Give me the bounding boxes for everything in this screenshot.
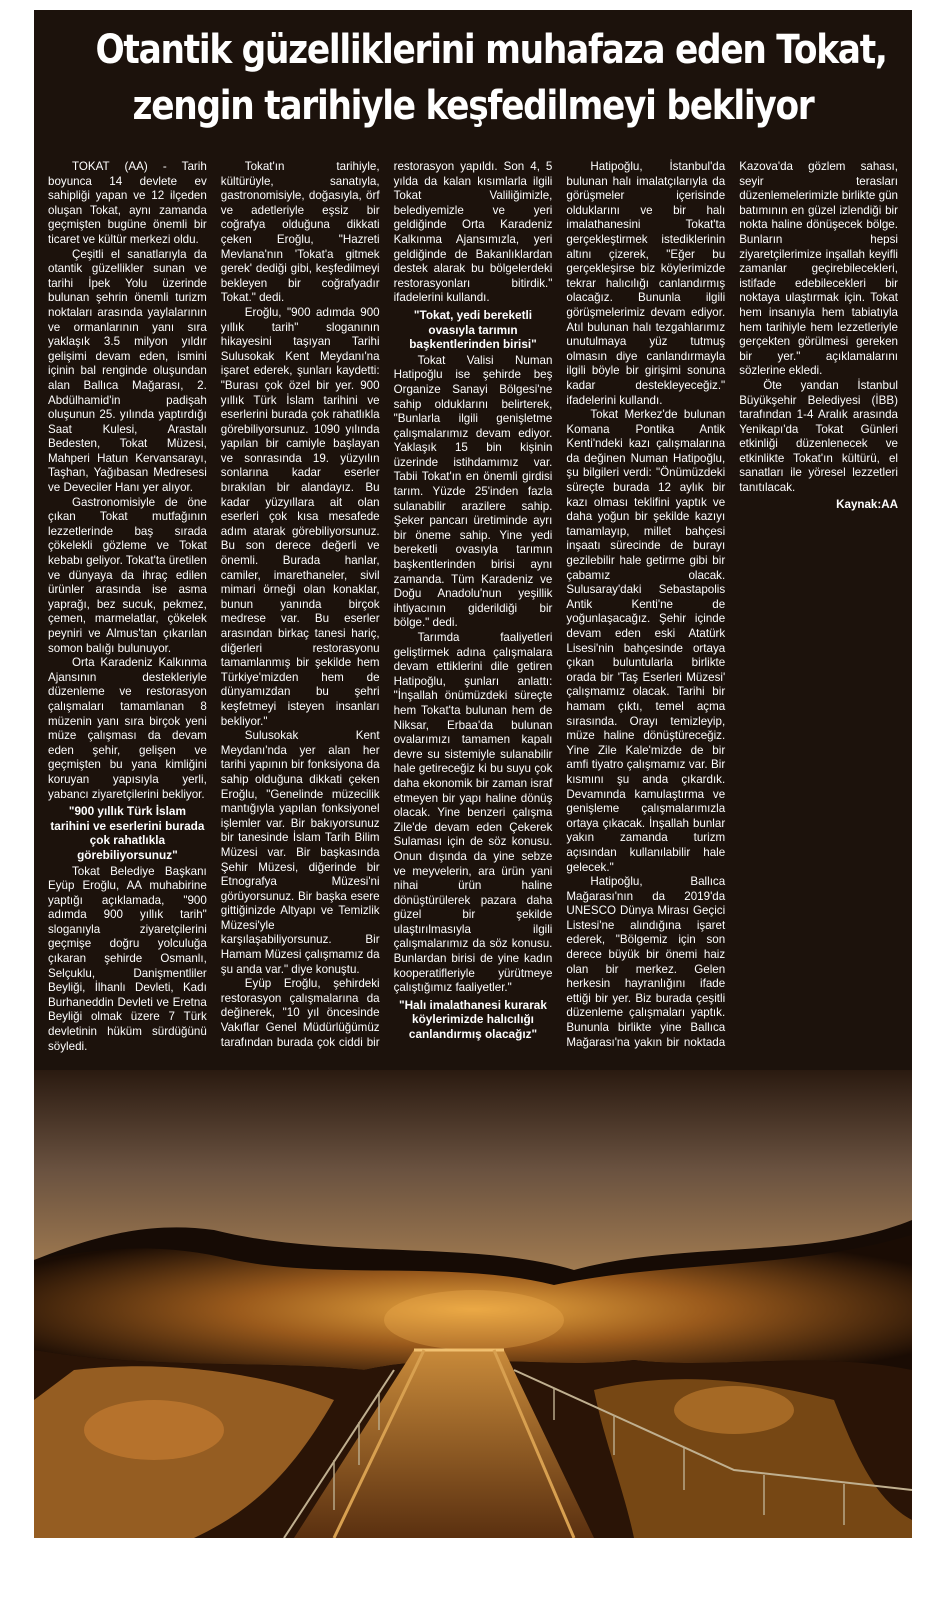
- headline-line-2: zengin tarihiyle keşfedilmeyi bekliyor: [132, 83, 814, 129]
- paragraph: Hatipoğlu, Ballıca Mağarası'nın da 2019'da UNESCO Dünya Mirası Geçici Listesi'ne alındığına işaret ederek, "Bölgemiz için son derece büyük bir önemi haiz olan bir merkez. Gelen herkesin hayranlığını ifade ettiği bir yer. Biz burada çeşitli düzenleme çalışmaları yaptık. Bununla birlikte yine Ballıca Mağarası'na yakın bir noktada Kazova'da gözlem sahası, seyir terasları düzenlemelerimizle birlikte gün batımının en güzel izlendiği bir nokta haline dönüşecek bölge. Bunların hepsi ziyaretçilerimize inşallah keyifli zamanlar geçirebilecekleri, istifade edebilecekleri bir noktaya ulaştırmak için. Tokat hem insanıyla hem tabiatıyla hem tarihiyle hem lezzetleriyle gerçekten görülmesi gereken bir yer." açıklamalarını sözlerine ekledi.: [566, 160, 898, 1049]
- paragraph: TOKAT (AA) - Tarih boyunca 14 devlete ev sahipliği yapan ve 12 ilçeden oluşan Tokat, aynı zamanda geçmişten bugüne önemli bir ticaret ve kültür merkezi oldu.: [48, 160, 207, 246]
- source-credit: Kaynak:AA: [836, 497, 898, 511]
- subheading: "900 yıllık Türk İslam tarihini ve eserlerini burada çok rahatlıkla görebiliyorsunuz": [50, 804, 205, 862]
- paragraph: Eyüp Eroğlu, şehirdeki restorasyon çalışmalarına da değinerek, "10 yıl öncesinde Vakıflar Genel Müdürlüğümüz tarafından burada çok ciddi bir restorasyon yapıldı. Son 4, 5 yılda da kalan kısımlarla ilgili Tokat Valiliğimizle, belediyemizle ve yeri geldiğinde Orta Karadeniz Kalkınma Ajansımızla, yeri geldiğinde de Bakanlıklardan destek alarak bu bölgelerdeki restorasyonları bitirdik." ifadelerini kullandı.: [220, 160, 553, 1049]
- paragraph: Tokat Valisi Numan Hatipoğlu ise şehirde beş Organize Sanayi Bölgesi'ne sahip olduklarını belirterek, "Bunlarla ilgili genişletme çalışmalarımız devam ediyor. Yaklaşık 15 bin kişinin üzerinde istihdamımız var. Tabii Tokat'ın en önemli girdisi tarım. Yüzde 25'inden fazla sulanabilir arazilere sahip. Şeker pancarı üretiminde ayrı bir öneme sahip. Yine yedi bereketli ovasıyla tarımın başkentlerinden birisi aynı zamanda. Tüm Karadeniz ve Doğu Anadolu'nun yeşillik ihtiyacının giderildiği bir bölge." dedi.: [393, 353, 553, 630]
- headline: [95, 22, 887, 134]
- cave-photo-illustration: [34, 1070, 912, 1538]
- headline-line-1: Otantik güzelliklerini muhafaza eden Tokat,: [95, 27, 887, 73]
- paragraph: Tokat Merkez'de bulunan Komana Pontika Antik Kenti'ndeki kazı çalışmalarına da değinen Numan Hatipoğlu, şu bilgileri verdi: "Önümüzdeki süreçte burada 12 aylık bir kazı olması teklifini yaptık ve daha yoğun bir şekilde kazıyı tamamlayıp, millet bahçesi inşaatı sürecinde de burayı gezilebilir hale getirme gibi bir çabamız olacak. Sulusaray'daki Sebastapolis Antik Kenti'ne de yoğunlaşacağız. Şehir içinde devam eden eski Atatürk Lisesi'nin bahçesinde ortaya çıkan buluntularla birlikte orada bir 'Taş Eserleri Müzesi' çalışmamız olacak. Tarihi bir hamam çıktı, temel açma sırasında. Orayı temizleyip, müze haline dönüştüreceğiz. Yine Zile Kale'mizde de bir amfi tiyatro çalışmamız var. Bir kısmını şu anda çıkardık. Devamında kamulaştırma ve genişleme çalışmalarımızla ortaya çıkacak. İnşallah bunlar yakın zamanda turizm açısından kullanılabilir hale gelecek.": [566, 408, 726, 874]
- paragraph: Tokat Belediye Başkanı Eyüp Eroğlu, AA muhabirine yaptığı açıklamada, "900 adımda 900 yıllık tarih" sloganıyla ziyaretçilerini geçmişe doğru yolculuğa çıkaran şehirde Osmanlı, Selçuklu, Danişmentliler Beyliği, İlhanlı Devleti, Kadı Burhaneddin Devleti ve Eretna Beyliği olmak üzere 7 Türk devletinin hüküm sürdüğünü söyledi.: [48, 864, 207, 1053]
- subheading: "Halı imalathanesi kurarak köylerimizde halıcılığı canlandırmış olacağız": [399, 997, 547, 1042]
- subheading: "Tokat, yedi bereketli ovasıyla tarımın başkentlerinden birisi": [409, 307, 537, 352]
- paragraph: Hatipoğlu, İstanbul'da bulunan halı imalatçılarıyla da görüşmeler içerisinde olduklarını ve bir halı imalathanesini Tokat'ta gerçekleştirmek istediklerinin altını çizerek, "Eğer bu gerçekleşirse biz köylerimizde tekrar halıcılığı canlandırmış olacağız. Bununla ilgili görüşmelerimiz devam ediyor. Atıl bulunan halı tezgahlarımız unutulmaya yüz tutmuş olmasın diye canlandırmayla ilgili böyle bir girişimi sonuna kadar destekleyeceğiz." ifadelerini kullandı.: [566, 160, 726, 407]
- paragraph: Öte yandan İstanbul Büyükşehir Belediyesi (İBB) tarafından 1-4 Aralık arasında Yenikapı'da Tokat Günleri etkinliği düzenlenecek ve etkinlikte Tokat'ın kültürü, el sanatları ile yöresel lezzetleri tanıtılacak.: [739, 378, 898, 495]
- paragraph: Eroğlu, "900 adımda 900 yıllık tarih" sloganının hikayesini taşıyan Tarihi Sulusokak Kent Meydanı'na işaret ederek, şunları kaydetti: "Burası çok özel bir yer. 900 yıllık Türk İslam tarihini ve eserlerini burada çok rahatlıkla görebiliyorsunuz. 1090 yılında yapılan bir camiyle başlayan ve sonrasında 19. yüzyılın sonlarına kadar eserler bırakılan bir alandayız. Bu kadar yüzyıllara ait olan eserleri çok kısa mesafede adım atarak görebiliyorsunuz. Bu son derece değerli ve önemli. Burada hanlar, camiler, imarethaneler, sivil mimari örneği olan konaklar, bunun yanında birçok medrese var. Bu eserler arasından birkaç tanesi hariç, diğerleri restorasyonu tamamlanmış bir şekilde hem Türkiye'mizden hem de dünyamızdan bu şehri keşfetmeyi isteyen insanları bekliyor.": [220, 305, 380, 728]
- cave-photo: [34, 1070, 912, 1538]
- paragraph: Gastronomisiyle de öne çıkan Tokat mutfağının lezzetlerinde baş sırada çökelekli gözleme ve Tokat kebabı geliyor. Tokat'ta üretilen ve dünyaya da ihraç edilen ürünler arasında ise asma yaprağı, bez sucuk, pekmez, çemen, marmelatlar, çökelek peyniri ve Almus'tan çıkarılan somon balığı bulunuyor.: [48, 495, 207, 655]
- paragraph: Çeşitli el sanatlarıyla da otantik güzellikler sunan ve tarihi İpek Yolu üzerinde bulunan şehrin önemli turizm noktaları arasında yaylalarının ve ormanlarının yanı sıra yaklaşık 3.5 milyon yıldır gelişimi devam eden, ismini içinin bal renginde oluşundan alan Ballıca Mağarası, 2. Abdülhamid'in padişah oluşunun 25. yılında yaptırdığı Saat Kulesi, Arastalı Bedesten, Tokat Müzesi, Mahperi Hatun Kervansarayı, Taşhan, Yağıbasan Medresesi ve Deveciler Hanı yer alıyor.: [48, 247, 207, 495]
- newspaper-page: [34, 10, 912, 1538]
- paragraph: Orta Karadeniz Kalkınma Ajansının destekleriyle düzenleme ve restorasyon çalışmaları tamamlanan 8 müzenin yanı sıra birçok yeni müze çalışması da devam eden şehir, gelişen ve geçmişten bu yana kimliğini koruyan yapısıyla yerli, yabancı ziyaretçilerini bekliyor.: [48, 656, 207, 801]
- paragraph: Tarımda faaliyetleri geliştirmek adına çalışmalara devam ettiklerini dile getiren Hatipoğlu, şunları anlattı: "İnşallah önümüzdeki süreçte hem Tokat'ta bulunan hem de Niksar, Erbaa'da bulunan ovalarımızı tamamen kapalı devre su sistemiyle sulanabilir hale getireceğiz ki bu suyu çok daha ekonomik bir zaman israf etmeyen bir yapı haline dönüş olacak. Yine benzeri çalışma Zile'de devam eden Çekerek Sulaması için de söz konusu. Onun dışında da yine sebze ve meyvelerin, ara ürün yani nihai ürün haline dönüştürülerek pazara daha güzel bir şekilde ulaştırılmasıyla ilgili çalışmalarımız da söz konusu. Bunlardan birisi de yine kadın kooperatifleriyle yürütmeye çalıştığımız faaliyetler.": [393, 631, 553, 995]
- paragraph: Sulusokak Kent Meydanı'nda yer alan her tarihi yapının bir fonksiyona da sahip olduğuna dikkati çeken Eroğlu, "Genelinde müzecilik mantığıyla yapılan fonksiyonel işlemler var. Bir bakıyorsunuz bir tanesinde İslam Tarih Bilim Müzesi var. Bir başkasında Şehir Müzesi, diğerinde bir Etnografya Müzesi'ni görüyorsunuz. Bir başka esere gittiğinizde Altyapı ve Temizlik Müzesi'yle karşılaşabiliyorsunuz. Bir Hamam Müzesi çalışmamız da şu anda var." diye konuştu.: [220, 729, 380, 976]
- article-body: [48, 160, 898, 1060]
- paragraph: Tokat'ın tarihiyle, kültürüyle, sanatıyla, gastronomisiyle, doğasıyla, örf ve adetleriyle eşsiz bir coğrafya olduğuna dikkati çeken Eroğlu, "Hazreti Mevlana'nın 'Tokat'a gitmek gerek' dediği gibi, keşfedilmeyi bekleyen bir coğrafyadır Tokat." dedi.: [220, 160, 380, 305]
